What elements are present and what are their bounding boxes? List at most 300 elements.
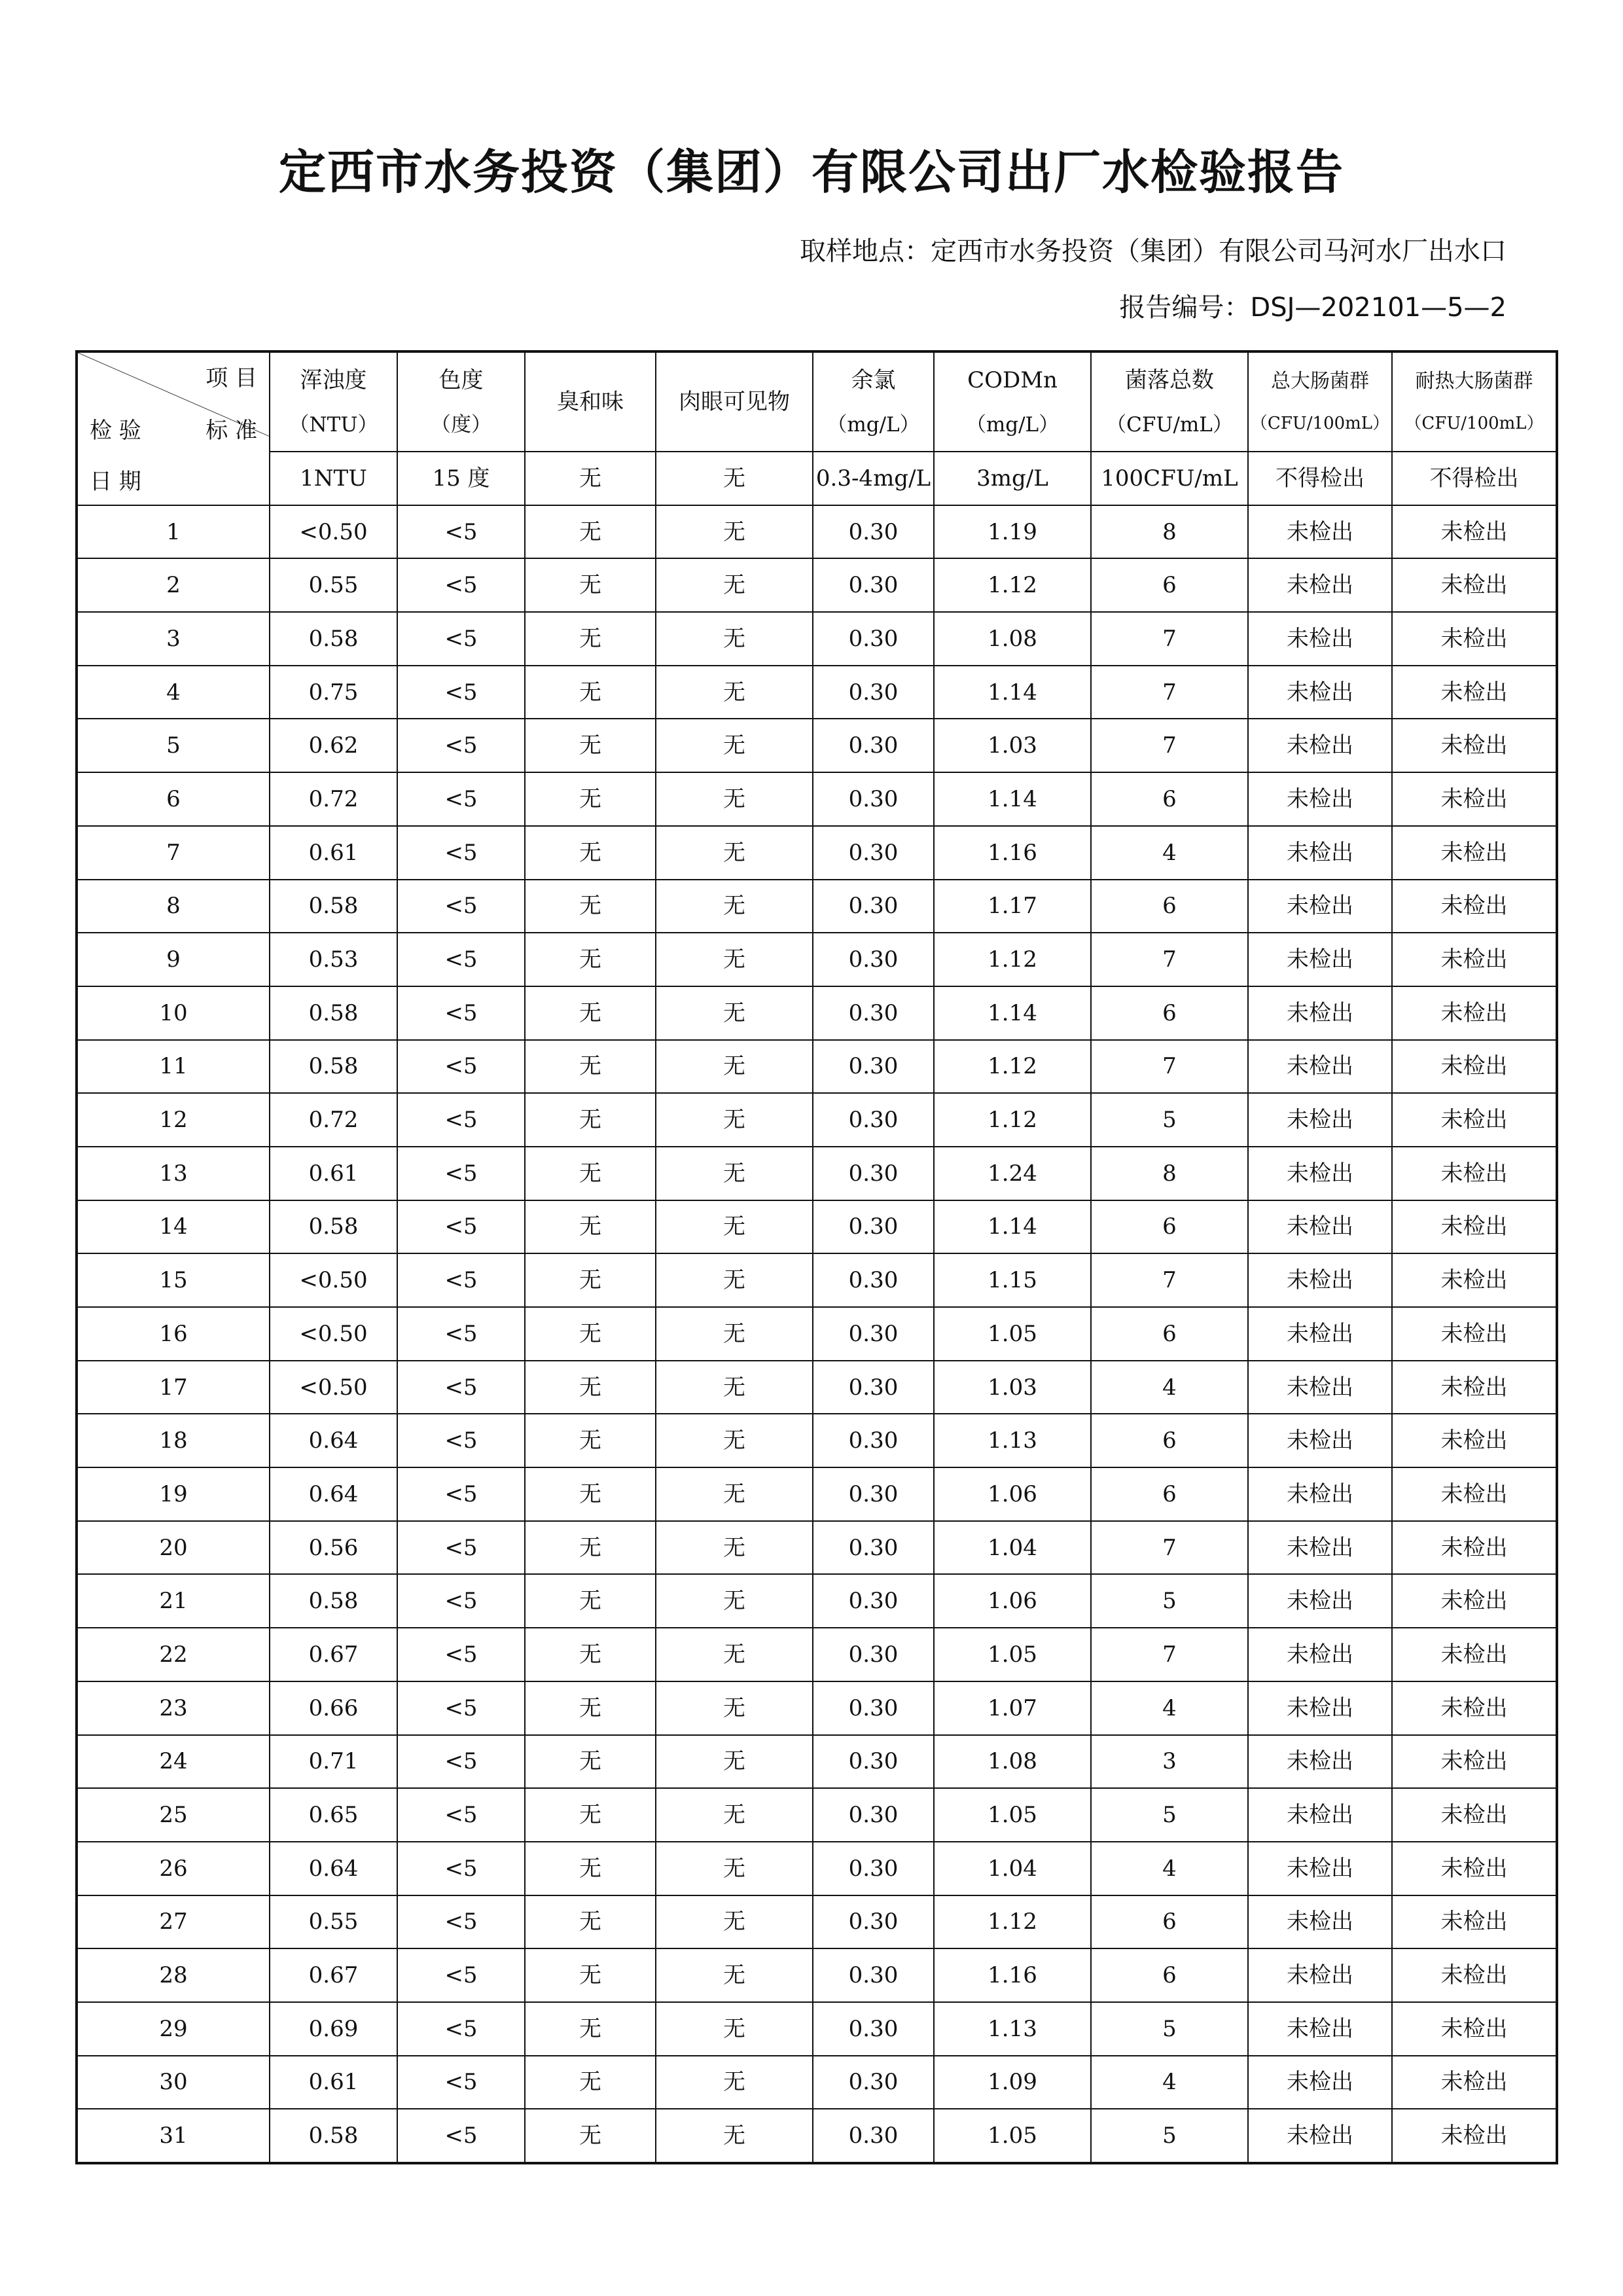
value-cell: 7: [1091, 933, 1248, 986]
date-cell: 10: [77, 986, 270, 1040]
value-cell: 0.30: [813, 1895, 934, 1949]
value-cell: 1.03: [934, 719, 1091, 772]
value-cell: 未检出: [1392, 1788, 1557, 1842]
value-cell: 1.14: [934, 666, 1091, 719]
value-cell: 0.56: [270, 1521, 397, 1575]
date-cell: 14: [77, 1200, 270, 1254]
value-cell: 未检出: [1248, 2056, 1392, 2109]
value-cell: 无: [525, 1895, 656, 1949]
table-row: [77, 1307, 1557, 1361]
value-cell: 4: [1091, 1681, 1248, 1735]
value-cell: 1.04: [934, 1521, 1091, 1575]
value-cell: <5: [397, 1681, 525, 1735]
value-cell: 未检出: [1392, 1948, 1557, 2002]
value-cell: 4: [1091, 2056, 1248, 2109]
value-cell: <5: [397, 986, 525, 1040]
table-row: [77, 986, 1557, 1040]
value-cell: 无: [525, 1842, 656, 1895]
value-cell: 0.30: [813, 1842, 934, 1895]
date-cell: 22: [77, 1628, 270, 1681]
value-cell: 未检出: [1248, 558, 1392, 612]
value-cell: 无: [656, 1093, 813, 1147]
value-cell: 未检出: [1392, 666, 1557, 719]
col-header-codmn: CODMn （mg/L）: [934, 351, 1091, 452]
value-cell: <5: [397, 933, 525, 986]
date-cell: 2: [77, 558, 270, 612]
date-cell: 30: [77, 2056, 270, 2109]
value-cell: 0.53: [270, 933, 397, 986]
value-cell: 0.72: [270, 772, 397, 826]
value-cell: 0.61: [270, 2056, 397, 2109]
value-cell: <0.50: [270, 505, 397, 559]
value-cell: 未检出: [1248, 1093, 1392, 1147]
value-cell: 未检出: [1248, 1948, 1392, 2002]
value-cell: 0.30: [813, 1200, 934, 1254]
value-cell: 0.30: [813, 1361, 934, 1414]
value-cell: 1.05: [934, 1788, 1091, 1842]
value-cell: 0.69: [270, 2002, 397, 2056]
value-cell: 1.08: [934, 1735, 1091, 1789]
value-cell: 未检出: [1392, 1681, 1557, 1735]
date-cell: 8: [77, 880, 270, 933]
value-cell: <5: [397, 2109, 525, 2163]
value-cell: 3: [1091, 1735, 1248, 1789]
value-cell: 0.30: [813, 1414, 934, 1467]
value-cell: 无: [656, 1521, 813, 1575]
header-row: [77, 351, 1557, 452]
value-cell: 无: [656, 1948, 813, 2002]
value-cell: 未检出: [1248, 505, 1392, 559]
value-cell: 未检出: [1248, 719, 1392, 772]
value-cell: 6: [1091, 986, 1248, 1040]
value-cell: <5: [397, 1842, 525, 1895]
date-cell: 7: [77, 826, 270, 880]
table-row: [77, 1895, 1557, 1949]
date-cell: 3: [77, 612, 270, 666]
value-cell: 0.30: [813, 612, 934, 666]
value-cell: 8: [1091, 1147, 1248, 1200]
value-cell: 6: [1091, 1895, 1248, 1949]
value-cell: 无: [656, 1361, 813, 1414]
standard-row: [77, 452, 1557, 505]
report-number: 报告编号：DSJ—202101—5—2: [1119, 293, 1507, 323]
standard-cell: 1NTU: [270, 452, 397, 505]
value-cell: 0.64: [270, 1414, 397, 1467]
value-cell: 4: [1091, 1361, 1248, 1414]
value-cell: <5: [397, 1948, 525, 2002]
value-cell: 0.30: [813, 1253, 934, 1307]
table-row: [77, 880, 1557, 933]
date-cell: 26: [77, 1842, 270, 1895]
value-cell: 未检出: [1248, 666, 1392, 719]
value-cell: 未检出: [1392, 558, 1557, 612]
table-row: [77, 933, 1557, 986]
table-row: [77, 1681, 1557, 1735]
value-cell: 未检出: [1392, 826, 1557, 880]
value-cell: 未检出: [1248, 1361, 1392, 1414]
value-cell: 未检出: [1248, 986, 1392, 1040]
value-cell: 未检出: [1392, 1842, 1557, 1895]
value-cell: 0.58: [270, 880, 397, 933]
value-cell: 1.17: [934, 880, 1091, 933]
table-row: [77, 1253, 1557, 1307]
value-cell: 无: [525, 1628, 656, 1681]
table-row: [77, 505, 1557, 559]
value-cell: 无: [656, 1467, 813, 1521]
col-header-odor: 臭和味: [525, 351, 656, 452]
value-cell: 无: [656, 933, 813, 986]
value-cell: 0.64: [270, 1467, 397, 1521]
value-cell: 未检出: [1248, 1307, 1392, 1361]
value-cell: 未检出: [1248, 772, 1392, 826]
value-cell: 0.30: [813, 1467, 934, 1521]
value-cell: 0.58: [270, 1200, 397, 1254]
value-cell: <0.50: [270, 1253, 397, 1307]
value-cell: 无: [656, 1842, 813, 1895]
value-cell: 未检出: [1248, 1467, 1392, 1521]
date-cell: 17: [77, 1361, 270, 1414]
value-cell: 1.24: [934, 1147, 1091, 1200]
value-cell: <5: [397, 1574, 525, 1628]
value-cell: 5: [1091, 2109, 1248, 2163]
value-cell: 未检出: [1248, 1842, 1392, 1895]
value-cell: 0.30: [813, 1948, 934, 2002]
value-cell: 0.30: [813, 1307, 934, 1361]
value-cell: 未检出: [1248, 1788, 1392, 1842]
value-cell: <5: [397, 1147, 525, 1200]
data-rows: [77, 505, 1557, 2163]
value-cell: 1.05: [934, 1307, 1091, 1361]
date-cell: 6: [77, 772, 270, 826]
value-cell: 无: [656, 986, 813, 1040]
value-cell: 0.30: [813, 986, 934, 1040]
value-cell: 0.30: [813, 1521, 934, 1575]
value-cell: 0.55: [270, 1895, 397, 1949]
value-cell: 0.30: [813, 1788, 934, 1842]
value-cell: 未检出: [1392, 880, 1557, 933]
standard-cell: 15 度: [397, 452, 525, 505]
value-cell: 0.30: [813, 2002, 934, 2056]
value-cell: 5: [1091, 1574, 1248, 1628]
table-row: [77, 666, 1557, 719]
value-cell: 无: [525, 1521, 656, 1575]
table-row: [77, 1521, 1557, 1575]
value-cell: 5: [1091, 1788, 1248, 1842]
value-cell: 无: [656, 558, 813, 612]
corner-item-label: 项 目: [205, 365, 257, 391]
value-cell: <5: [397, 826, 525, 880]
value-cell: 未检出: [1392, 1467, 1557, 1521]
value-cell: <5: [397, 612, 525, 666]
value-cell: 6: [1091, 1414, 1248, 1467]
value-cell: 未检出: [1392, 1574, 1557, 1628]
standard-cell: 0.3-4mg/L: [813, 452, 934, 505]
value-cell: 0.30: [813, 2109, 934, 2163]
value-cell: 0.75: [270, 666, 397, 719]
date-cell: 12: [77, 1093, 270, 1147]
col-header-colony-count: 菌落总数 （CFU/mL）: [1091, 351, 1248, 452]
value-cell: 0.67: [270, 1948, 397, 2002]
value-cell: 未检出: [1248, 1253, 1392, 1307]
table-row: [77, 1948, 1557, 2002]
value-cell: <5: [397, 1200, 525, 1254]
date-cell: 13: [77, 1147, 270, 1200]
value-cell: 未检出: [1248, 826, 1392, 880]
standard-cell: 不得检出: [1392, 452, 1557, 505]
value-cell: 0.61: [270, 1147, 397, 1200]
value-cell: 0.65: [270, 1788, 397, 1842]
value-cell: 0.30: [813, 1093, 934, 1147]
value-cell: 未检出: [1248, 1040, 1392, 1094]
value-cell: 7: [1091, 1040, 1248, 1094]
value-cell: 无: [656, 1788, 813, 1842]
date-cell: 28: [77, 1948, 270, 2002]
table-row: [77, 612, 1557, 666]
table-row: [77, 2109, 1557, 2163]
value-cell: 未检出: [1248, 1521, 1392, 1575]
table-row: [77, 1467, 1557, 1521]
value-cell: 未检出: [1392, 1628, 1557, 1681]
table-row: [77, 2002, 1557, 2056]
value-cell: 0.58: [270, 1040, 397, 1094]
date-cell: 25: [77, 1788, 270, 1842]
value-cell: 0.30: [813, 558, 934, 612]
value-cell: 无: [656, 1307, 813, 1361]
value-cell: 无: [525, 2109, 656, 2163]
value-cell: 未检出: [1392, 1093, 1557, 1147]
value-cell: 0.66: [270, 1681, 397, 1735]
corner-date-label: 日 期: [90, 469, 141, 495]
value-cell: 6: [1091, 1200, 1248, 1254]
date-cell: 27: [77, 1895, 270, 1949]
standard-cell: 不得检出: [1248, 452, 1392, 505]
value-cell: 未检出: [1392, 1414, 1557, 1467]
value-cell: 1.16: [934, 1948, 1091, 2002]
date-cell: 31: [77, 2109, 270, 2163]
value-cell: 0.30: [813, 1735, 934, 1789]
value-cell: 1.12: [934, 933, 1091, 986]
value-cell: 无: [525, 826, 656, 880]
value-cell: 未检出: [1248, 1414, 1392, 1467]
date-cell: 9: [77, 933, 270, 986]
value-cell: 无: [656, 1735, 813, 1789]
value-cell: 0.30: [813, 1628, 934, 1681]
value-cell: 1.12: [934, 1093, 1091, 1147]
col-header-turbidity: 浑浊度 （NTU）: [270, 351, 397, 452]
col-header-total-coliform: 总大肠菌群 （CFU/100mL）: [1248, 351, 1392, 452]
value-cell: <5: [397, 1093, 525, 1147]
corner-header-cell: [77, 351, 270, 505]
value-cell: 无: [525, 719, 656, 772]
value-cell: 无: [656, 1414, 813, 1467]
value-cell: 未检出: [1392, 1200, 1557, 1254]
value-cell: 无: [656, 2002, 813, 2056]
table-row: [77, 558, 1557, 612]
table-row: [77, 2056, 1557, 2109]
value-cell: 1.05: [934, 1628, 1091, 1681]
date-cell: 11: [77, 1040, 270, 1094]
value-cell: 无: [656, 880, 813, 933]
value-cell: 0.30: [813, 719, 934, 772]
value-cell: 未检出: [1392, 986, 1557, 1040]
value-cell: 未检出: [1248, 933, 1392, 986]
value-cell: 无: [656, 1895, 813, 1949]
value-cell: 6: [1091, 772, 1248, 826]
value-cell: <5: [397, 719, 525, 772]
value-cell: 1.06: [934, 1574, 1091, 1628]
value-cell: <5: [397, 2002, 525, 2056]
value-cell: 无: [525, 933, 656, 986]
value-cell: 1.15: [934, 1253, 1091, 1307]
value-cell: 无: [656, 1040, 813, 1094]
value-cell: 0.30: [813, 772, 934, 826]
table-row: [77, 1147, 1557, 1200]
value-cell: 无: [525, 1948, 656, 2002]
value-cell: <5: [397, 772, 525, 826]
value-cell: <5: [397, 1307, 525, 1361]
value-cell: 0.67: [270, 1628, 397, 1681]
value-cell: 无: [525, 1147, 656, 1200]
value-cell: 0.58: [270, 612, 397, 666]
value-cell: 7: [1091, 612, 1248, 666]
value-cell: 无: [656, 772, 813, 826]
value-cell: 1.13: [934, 2002, 1091, 2056]
value-cell: 0.30: [813, 1574, 934, 1628]
value-cell: <0.50: [270, 1307, 397, 1361]
value-cell: 未检出: [1248, 2109, 1392, 2163]
value-cell: 未检出: [1248, 880, 1392, 933]
table-row: [77, 772, 1557, 826]
value-cell: 无: [656, 612, 813, 666]
value-cell: 5: [1091, 1093, 1248, 1147]
value-cell: <5: [397, 1788, 525, 1842]
table-row: [77, 1414, 1557, 1467]
col-header-visible-matter: 肉眼可见物: [656, 351, 813, 452]
value-cell: <5: [397, 1361, 525, 1414]
standard-cell: 3mg/L: [934, 452, 1091, 505]
value-cell: 0.30: [813, 1681, 934, 1735]
value-cell: 无: [656, 1200, 813, 1254]
value-cell: 0.30: [813, 2056, 934, 2109]
value-cell: 无: [525, 1361, 656, 1414]
value-cell: 无: [525, 666, 656, 719]
value-cell: 5: [1091, 2002, 1248, 2056]
date-cell: 4: [77, 666, 270, 719]
value-cell: 未检出: [1248, 1681, 1392, 1735]
value-cell: 0.58: [270, 986, 397, 1040]
value-cell: 无: [656, 1681, 813, 1735]
value-cell: 6: [1091, 1467, 1248, 1521]
value-cell: 8: [1091, 505, 1248, 559]
value-cell: 未检出: [1248, 1574, 1392, 1628]
date-cell: 15: [77, 1253, 270, 1307]
value-cell: 无: [525, 1200, 656, 1254]
value-cell: 1.19: [934, 505, 1091, 559]
date-cell: 24: [77, 1735, 270, 1789]
value-cell: 无: [525, 1788, 656, 1842]
date-cell: 19: [77, 1467, 270, 1521]
value-cell: 1.13: [934, 1414, 1091, 1467]
value-cell: <5: [397, 2056, 525, 2109]
value-cell: 0.58: [270, 1574, 397, 1628]
standard-cell: 100CFU/mL: [1091, 452, 1248, 505]
value-cell: 1.08: [934, 612, 1091, 666]
value-cell: 无: [525, 612, 656, 666]
value-cell: 无: [525, 1414, 656, 1467]
value-cell: 无: [525, 772, 656, 826]
date-cell: 1: [77, 505, 270, 559]
value-cell: 1.06: [934, 1467, 1091, 1521]
value-cell: <5: [397, 558, 525, 612]
value-cell: 无: [525, 1735, 656, 1789]
value-cell: 未检出: [1392, 719, 1557, 772]
value-cell: 无: [656, 2056, 813, 2109]
value-cell: 1.16: [934, 826, 1091, 880]
value-cell: 无: [525, 1253, 656, 1307]
value-cell: 无: [656, 2109, 813, 2163]
value-cell: 0.30: [813, 933, 934, 986]
table-row: [77, 826, 1557, 880]
value-cell: 未检出: [1392, 1895, 1557, 1949]
value-cell: 未检出: [1248, 1147, 1392, 1200]
value-cell: <5: [397, 1253, 525, 1307]
standard-cell: 无: [656, 452, 813, 505]
value-cell: 4: [1091, 1842, 1248, 1895]
value-cell: 无: [656, 719, 813, 772]
value-cell: 未检出: [1248, 1735, 1392, 1789]
value-cell: 未检出: [1248, 1895, 1392, 1949]
date-cell: 23: [77, 1681, 270, 1735]
value-cell: 未检出: [1392, 1307, 1557, 1361]
value-cell: 无: [656, 1628, 813, 1681]
value-cell: <5: [397, 1628, 525, 1681]
value-cell: 6: [1091, 558, 1248, 612]
date-cell: 20: [77, 1521, 270, 1575]
col-header-color: 色度 （度）: [397, 351, 525, 452]
value-cell: 未检出: [1392, 1253, 1557, 1307]
corner-check-label: 检 验: [90, 418, 141, 444]
value-cell: 未检出: [1392, 2109, 1557, 2163]
value-cell: 1.14: [934, 1200, 1091, 1254]
sampling-location: 取样地点：定西市水务投资（集团）有限公司马河水厂出水口: [800, 236, 1507, 266]
table-row: [77, 1788, 1557, 1842]
date-cell: 29: [77, 2002, 270, 2056]
value-cell: 无: [656, 666, 813, 719]
value-cell: 无: [525, 1040, 656, 1094]
value-cell: 未检出: [1392, 933, 1557, 986]
table-row: [77, 1574, 1557, 1628]
value-cell: <5: [397, 666, 525, 719]
value-cell: 无: [656, 1253, 813, 1307]
table-row: [77, 1040, 1557, 1094]
value-cell: 1.12: [934, 1895, 1091, 1949]
value-cell: 未检出: [1392, 2002, 1557, 2056]
table-row: [77, 1361, 1557, 1414]
value-cell: 0.71: [270, 1735, 397, 1789]
value-cell: 1.14: [934, 986, 1091, 1040]
value-cell: <5: [397, 1735, 525, 1789]
table-row: [77, 1093, 1557, 1147]
value-cell: 无: [525, 1307, 656, 1361]
value-cell: 未检出: [1392, 1147, 1557, 1200]
value-cell: 0.30: [813, 666, 934, 719]
value-cell: 无: [656, 1147, 813, 1200]
value-cell: <5: [397, 1521, 525, 1575]
value-cell: 未检出: [1248, 1200, 1392, 1254]
report-title: 定西市水务投资（集团）有限公司出厂水检验报告: [278, 145, 1344, 200]
value-cell: <5: [397, 505, 525, 559]
value-cell: 7: [1091, 719, 1248, 772]
